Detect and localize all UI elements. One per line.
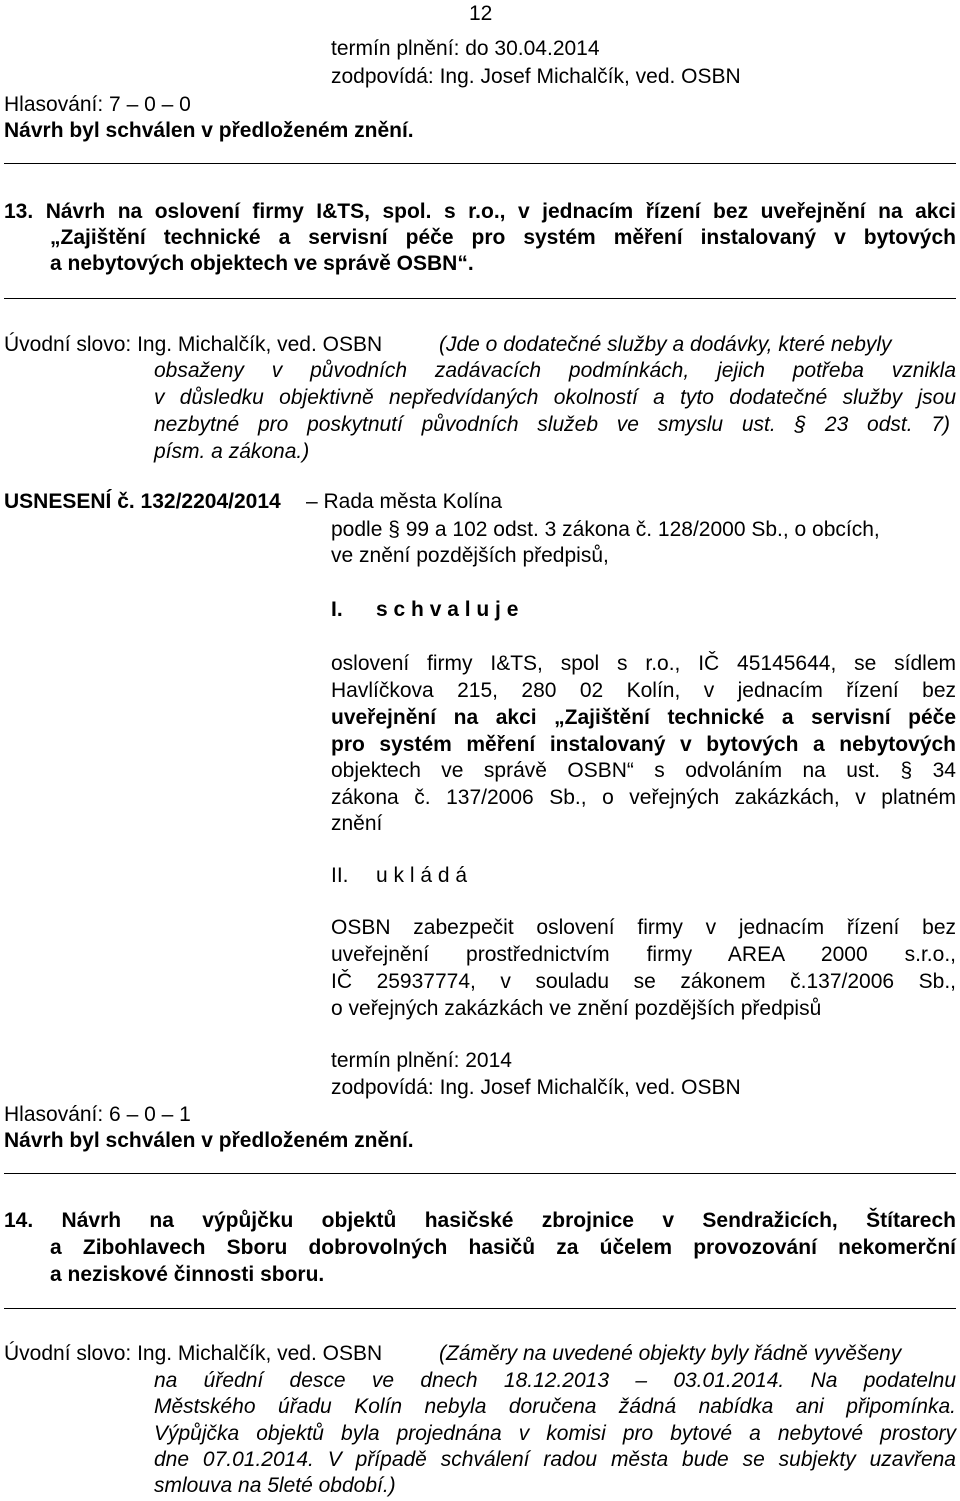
item14-title-line: a Zibohlavech Sboru dobrovolných hasičů za účelem provozování nekomerční [50,1236,956,1259]
item13-intro-line: písm. a zákona.) [154,440,310,463]
prev-deadline: termín plnění: do 30.04.2014 [331,37,600,60]
item14-intro-line: Městského úřadu Kolín nebyla doručena žádná nabídka ani připomínka. [154,1395,956,1418]
item14-intro-line: dne 07.01.2014. V případě schválení radou města bude se subjekty uzavřena [154,1448,956,1471]
item13-title-line: „Zajištění technické a servisní péče pro systém měření instalovaný v bytových [50,226,956,249]
item14-intro-label: Úvodní slovo: Ing. Michalčík, ved. OSBN [4,1342,383,1365]
item13-intro-line: v důsledku objektivně nepředvídaných okolností a tyto dodatečné služby jsou [154,386,956,409]
item13-result: Návrh byl schválen v předloženém znění. [4,1129,414,1152]
part1-verb: s c h v a l u j e [376,598,519,621]
item13-title-line: a nebytových objektech ve správě OSBN“. [50,252,474,275]
item13-intro-line: obsaženy v původních zadávacích podmínkách, jejich potřeba vznikla [154,359,956,382]
divider [4,1173,956,1174]
item13-intro-label: Úvodní slovo: Ing. Michalčík, ved. OSBN [4,333,383,356]
item14-title-line: a neziskové činnosti sboru. [50,1263,325,1286]
part1-line: objektech ve správě OSBN“ s odvoláním na ust. § 34 [331,759,956,782]
resolution-label: USNESENÍ č. 132/2204/2014 [4,490,281,513]
part1-number: I. [331,598,343,621]
part1-line: znění [331,812,383,835]
item13-title-line: 13. Návrh na oslovení firmy I&TS, spol. s r.o., v jednacím řízení bez uveřejnění na akci [4,200,956,223]
part2-line: IČ 25937774, v souladu se zákonem č.137/2006 Sb., [331,970,956,993]
item13-deadline: termín plnění: 2014 [331,1049,512,1072]
part1-line: Havlíčkova 215, 280 02 Kolín, v jednacím řízení bez [331,679,956,702]
prev-voting: Hlasování: 7 – 0 – 0 [4,93,191,116]
item13-intro-line: nezbytné pro poskytnutí původních služeb ve smyslu ust. § 23 odst. 7) [154,413,950,436]
item14-title-line: 14. Návrh na výpůjčku objektů hasičské zbrojnice v Sendražicích, Štítarech [4,1209,956,1232]
part2-line: OSBN zabezpečit oslovení firmy v jednacím řízení bez [331,916,956,939]
part1-line: oslovení firmy I&TS, spol s r.o., IČ 45145644, se sídlem [331,652,956,675]
part2-number: II. [331,864,349,887]
item13-intro-line: (Jde o dodatečné služby a dodávky, které nebyly [439,333,892,356]
divider [4,1308,956,1309]
item14-intro-line: Výpůjčka objektů byla projednána v komisi pro bytové a nebytové prostory [154,1422,956,1445]
item14-intro-line: smlouva na 5leté období.) [154,1474,396,1497]
divider [4,298,956,299]
part1-line: uveřejnění na akci „Zajištění technické a servisní péče [331,706,956,729]
item13-voting: Hlasování: 6 – 0 – 1 [4,1103,191,1126]
prev-responsible: zodpovídá: Ing. Josef Michalčík, ved. OSBN [331,65,741,88]
part2-line: uveřejnění prostřednictvím firmy AREA 2000 s.r.o., [331,943,956,966]
part1-line: zákona č. 137/2006 Sb., o veřejných zakázkách, v platném [331,786,956,809]
item14-intro-line: na úřední desce ve dnech 18.12.2013 – 03.01.2014. Na podatelnu [154,1369,956,1392]
resolution-legal-line: ve znění pozdějších předpisů, [331,544,609,567]
part2-line: o veřejných zakázkách ve znění pozdějších předpisů [331,997,822,1020]
part1-line: pro systém měření instalovaný v bytových a nebytových [331,733,956,756]
divider [4,163,956,164]
part2-verb: u k l á d á [376,864,468,887]
page-number: 12 [469,2,493,25]
prev-result: Návrh byl schválen v předloženém znění. [4,119,414,142]
resolution-body: – Rada města Kolína [306,490,503,513]
item14-intro-line: (Záměry na uvedené objekty byly řádně vyvěšeny [439,1342,902,1365]
item13-responsible: zodpovídá: Ing. Josef Michalčík, ved. OSBN [331,1076,741,1099]
resolution-legal-line: podle § 99 a 102 odst. 3 zákona č. 128/2000 Sb., o obcích, [331,518,880,541]
